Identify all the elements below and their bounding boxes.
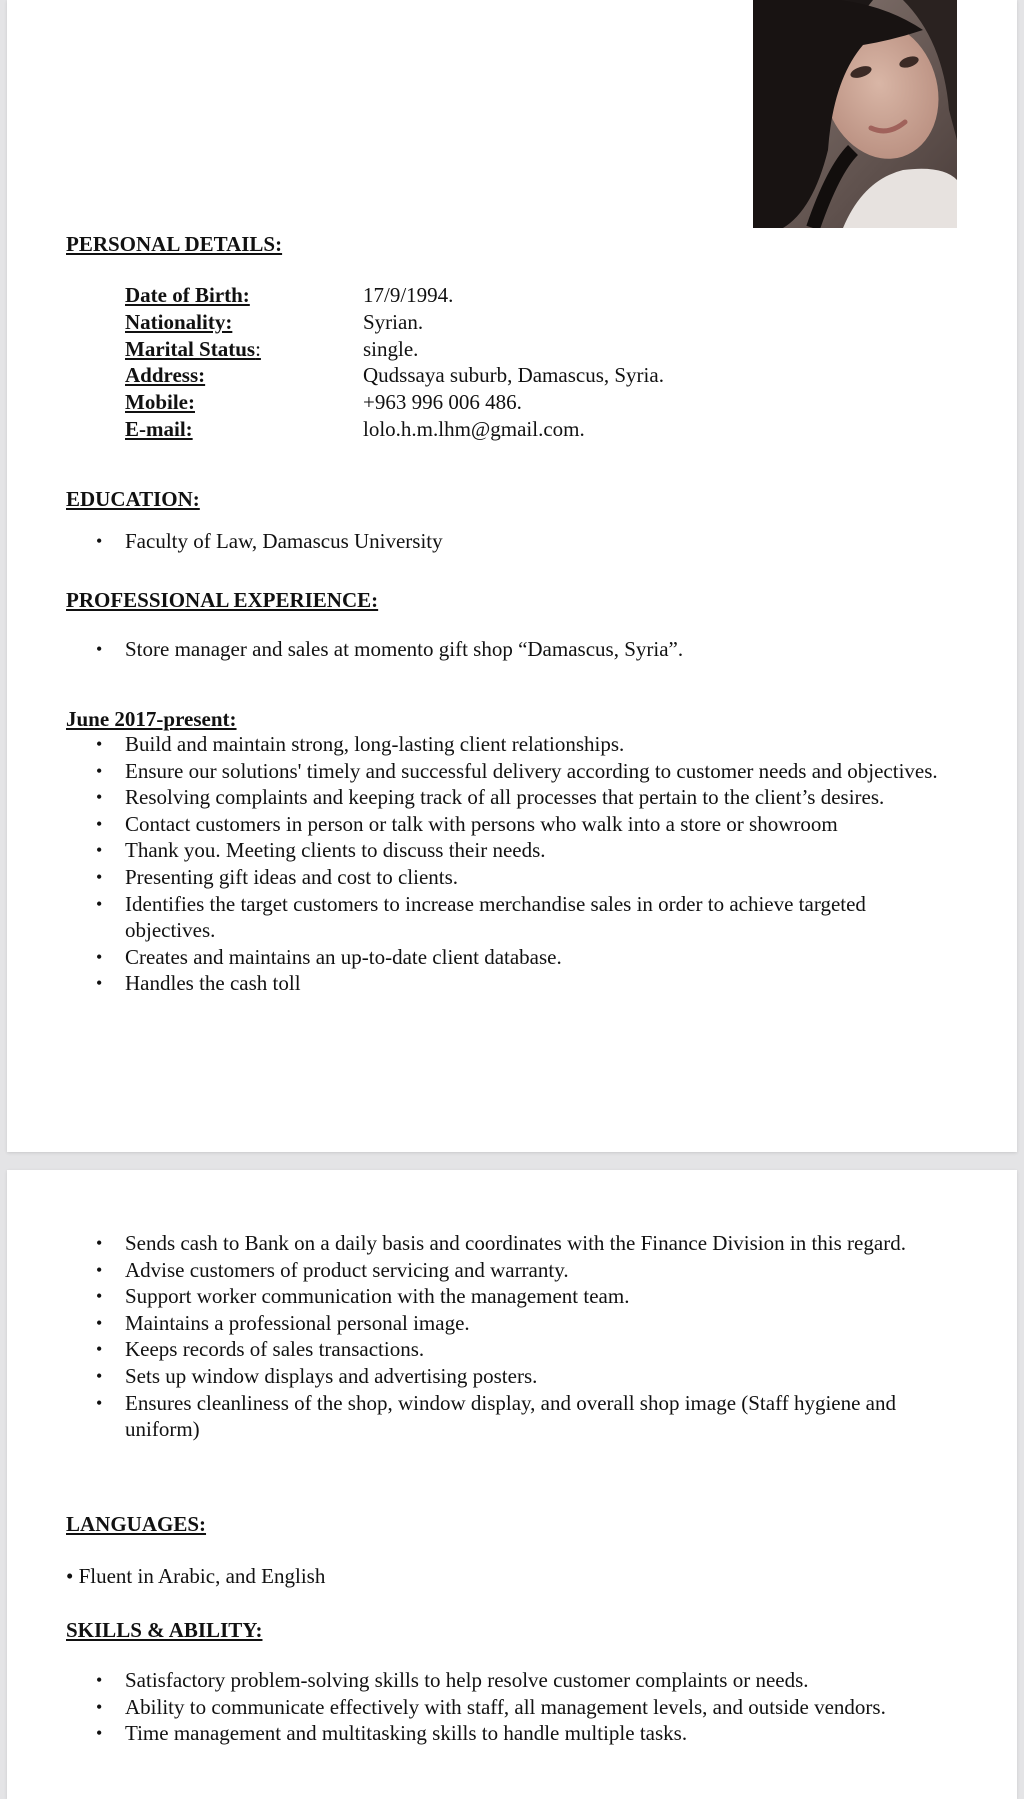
marital-status-label: Marital Status: bbox=[125, 337, 261, 361]
nationality-label: Nationality: bbox=[125, 310, 233, 334]
birth-value: 17/9/1994. bbox=[363, 283, 454, 307]
detail-row-marital-status bbox=[125, 336, 925, 363]
list-item: • Maintains a professional personal image. bbox=[7, 1310, 945, 1337]
list-item: • Keeps records of sales transactions. bbox=[7, 1336, 945, 1363]
list-item: • Support worker communication with the management team. bbox=[7, 1283, 945, 1310]
marital-status-value: single. bbox=[363, 337, 419, 361]
duties-list-page1 bbox=[7, 731, 945, 997]
list-item: • Satisfactory problem-solving skills to help resolve customer complaints or needs. bbox=[7, 1667, 945, 1694]
professional-experience-heading: PROFESSIONAL EXPERIENCE: bbox=[66, 588, 379, 612]
detail-row-address bbox=[125, 362, 925, 389]
duties-list-page2 bbox=[7, 1230, 945, 1443]
document-page-2 bbox=[7, 1170, 1017, 1799]
list-item: • Resolving complaints and keeping track of all processes that pertain to the client’s desires. bbox=[7, 784, 945, 811]
list-item: • Time management and multitasking skills to handle multiple tasks. bbox=[7, 1720, 945, 1747]
document-page-1 bbox=[7, 0, 1017, 1152]
list-item: • Build and maintain strong, long-lasting client relationships. bbox=[7, 731, 945, 758]
education-list bbox=[7, 528, 945, 555]
skills-list bbox=[7, 1667, 945, 1747]
list-item: • Creates and maintains an up-to-date client database. bbox=[7, 944, 945, 971]
birth-label: Date of Birth: bbox=[125, 283, 250, 307]
experience-period: June 2017-present: bbox=[66, 707, 237, 731]
mobile-value: +963 996 006 486. bbox=[363, 390, 522, 414]
detail-row-mobile bbox=[125, 389, 925, 416]
detail-row-birth bbox=[125, 282, 925, 309]
list-item: • Faculty of Law, Damascus University bbox=[7, 528, 945, 555]
email-value: lolo.h.m.lhm@gmail.com. bbox=[363, 417, 585, 441]
list-item: • Ensures cleanliness of the shop, window display, and overall shop image (Staff hygiene and uniform) bbox=[7, 1390, 945, 1443]
list-item: • Sends cash to Bank on a daily basis and coordinates with the Finance Division in this regard. bbox=[7, 1230, 945, 1257]
list-item: • Sets up window displays and advertising posters. bbox=[7, 1363, 945, 1390]
list-item: • Thank you. Meeting clients to discuss their needs. bbox=[7, 837, 945, 864]
list-item: • Store manager and sales at momento gift shop “Damascus, Syria”. bbox=[7, 636, 945, 663]
personal-details-heading: PERSONAL DETAILS: bbox=[66, 232, 283, 256]
list-item: • Presenting gift ideas and cost to clients. bbox=[7, 864, 945, 891]
education-heading: EDUCATION: bbox=[66, 487, 200, 511]
detail-row-nationality bbox=[125, 309, 925, 336]
mobile-label: Mobile: bbox=[125, 390, 195, 414]
list-item: • Handles the cash toll bbox=[7, 970, 945, 997]
detail-row-email bbox=[125, 416, 925, 443]
address-value: Qudssaya suburb, Damascus, Syria. bbox=[363, 363, 664, 387]
list-item: • Ensure our solutions' timely and successful delivery according to customer needs and objectives. bbox=[7, 758, 945, 785]
languages-heading: LANGUAGES: bbox=[66, 1512, 207, 1536]
email-label: E-mail: bbox=[125, 417, 193, 441]
profile-photo bbox=[753, 0, 957, 228]
list-item: • Identifies the target customers to increase merchandise sales in order to achieve targeted objectives. bbox=[7, 891, 945, 944]
list-item: • Ability to communicate effectively with staff, all management levels, and outside vendors. bbox=[7, 1694, 945, 1721]
list-item: • Advise customers of product servicing and warranty. bbox=[7, 1257, 945, 1284]
experience-list bbox=[7, 636, 945, 663]
address-label: Address: bbox=[125, 363, 206, 387]
skills-heading: SKILLS & ABILITY: bbox=[66, 1618, 263, 1642]
list-item: • Contact customers in person or talk with persons who walk into a store or showroom bbox=[7, 811, 945, 838]
languages-text: • Fluent in Arabic, and English bbox=[66, 1564, 326, 1588]
nationality-value: Syrian. bbox=[363, 310, 424, 334]
